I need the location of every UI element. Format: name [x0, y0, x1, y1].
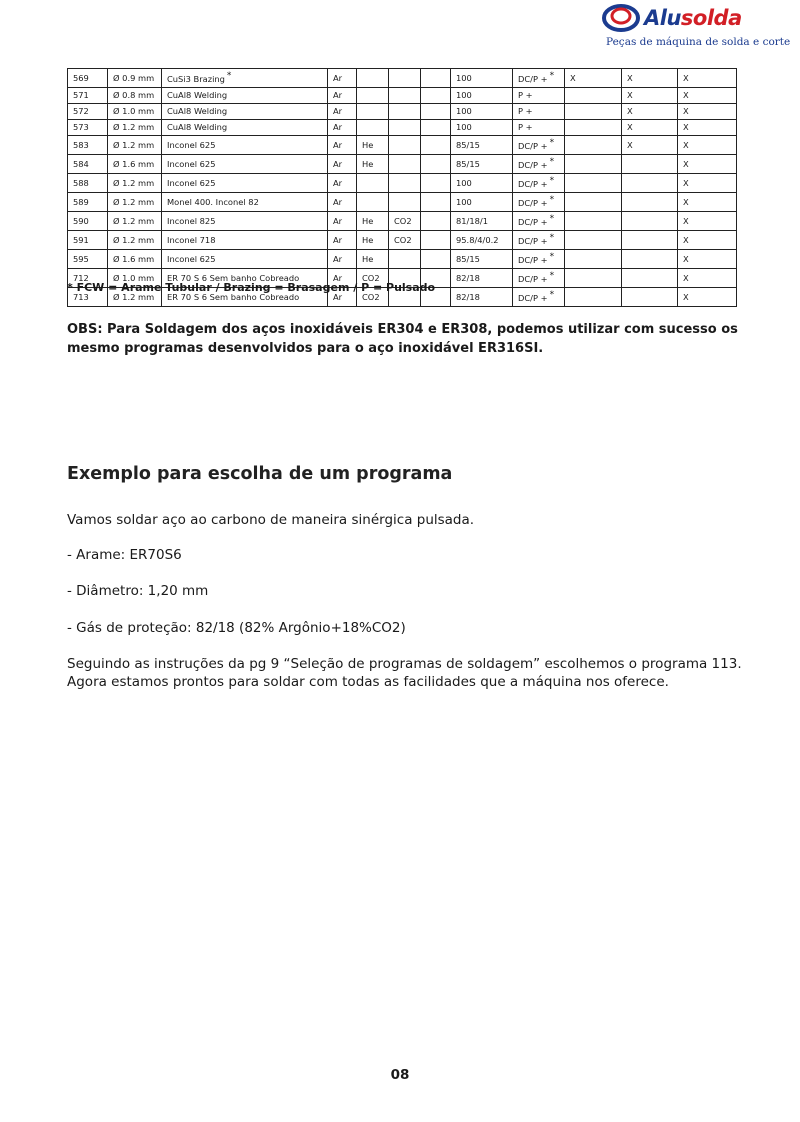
table-cell	[389, 250, 421, 269]
cell-text: Ø 1.2 mm	[113, 291, 155, 302]
table-cell	[108, 104, 162, 120]
table-cell	[565, 136, 622, 155]
cell-text: 85/15	[456, 158, 480, 169]
footnote-star: *	[549, 233, 555, 243]
cell-text: CO2	[362, 291, 380, 302]
table-cell	[389, 136, 421, 155]
table-row	[68, 231, 737, 250]
table-cell	[565, 231, 622, 250]
table-cell	[328, 69, 357, 88]
table-cell	[389, 104, 421, 120]
cell-text: X	[627, 90, 633, 100]
footnote-star: *	[549, 252, 555, 262]
table-cell	[451, 88, 513, 104]
cell-text: CuSi3 Brazing	[167, 74, 225, 84]
cell-text: Ar	[333, 196, 343, 207]
table-cell	[622, 136, 678, 155]
table-cell	[162, 155, 328, 174]
table-cell	[622, 174, 678, 193]
table-cell	[513, 212, 565, 231]
table-cell	[328, 136, 357, 155]
table-cell	[678, 174, 737, 193]
table-cell	[162, 69, 328, 88]
table-cell	[513, 193, 565, 212]
cell-text: 85/15	[456, 253, 480, 264]
table-cell	[68, 104, 108, 120]
table-cell	[565, 288, 622, 307]
footnote-star: *	[226, 71, 232, 81]
alusolda-swoosh-icon	[602, 4, 640, 32]
cell-text: Ar	[333, 90, 343, 100]
table-cell	[622, 104, 678, 120]
table-cell	[678, 212, 737, 231]
table-cell	[108, 174, 162, 193]
table-cell	[451, 269, 513, 288]
table-cell	[328, 120, 357, 136]
cell-text: CuAl8 Welding	[167, 122, 228, 132]
table-cell	[328, 250, 357, 269]
table-cell	[565, 69, 622, 88]
table-cell	[513, 288, 565, 307]
table-body	[68, 69, 737, 307]
table-cell	[622, 69, 678, 88]
cell-text: 713	[73, 291, 89, 302]
cell-text: X	[627, 106, 633, 116]
table-cell	[421, 231, 451, 250]
footnote-star: *	[549, 214, 555, 224]
cell-text: Ar	[333, 106, 343, 116]
table-cell	[622, 120, 678, 136]
table-cell	[357, 174, 389, 193]
cell-text: Ø 1.6 mm	[113, 253, 155, 264]
table-cell	[68, 120, 108, 136]
cell-text: X	[683, 139, 689, 150]
table-cell	[357, 212, 389, 231]
cell-text: DC/P +	[518, 160, 548, 170]
cell-text: 591	[73, 234, 89, 245]
cell-text: 81/18/1	[456, 215, 488, 226]
table-cell	[451, 69, 513, 88]
cell-text: 571	[73, 90, 89, 100]
table-cell	[565, 250, 622, 269]
table-cell	[565, 88, 622, 104]
table-row	[68, 212, 737, 231]
cell-text: 573	[73, 122, 89, 132]
cell-text: 85/15	[456, 139, 480, 150]
table-cell	[622, 212, 678, 231]
table-cell	[421, 69, 451, 88]
table-cell	[451, 193, 513, 212]
cell-text: Ø 1.2 mm	[113, 196, 155, 207]
table-cell	[108, 155, 162, 174]
table-cell	[68, 174, 108, 193]
cell-text: Inconel 625	[167, 139, 216, 150]
table-cell	[108, 136, 162, 155]
cell-text: Ø 0.9 mm	[113, 72, 155, 83]
cell-text: Ar	[333, 234, 343, 245]
table-cell	[513, 69, 565, 88]
cell-text: 95.8/4/0.2	[456, 234, 499, 245]
table-row	[68, 136, 737, 155]
cell-text: Inconel 718	[167, 234, 216, 245]
table-cell	[328, 104, 357, 120]
cell-text: Ø 1.2 mm	[113, 122, 155, 132]
table-cell	[622, 269, 678, 288]
table-cell	[678, 69, 737, 88]
cell-text: DC/P +	[518, 179, 548, 189]
brand-logo	[600, 2, 791, 52]
table-cell	[421, 120, 451, 136]
table-cell	[389, 88, 421, 104]
table-cell	[68, 69, 108, 88]
cell-text: Inconel 825	[167, 215, 216, 226]
welding-program-table	[67, 68, 737, 307]
cell-text: X	[683, 90, 689, 100]
footnote-star: *	[549, 195, 555, 205]
table-cell	[565, 269, 622, 288]
table-cell	[162, 88, 328, 104]
footnote-star: *	[549, 176, 555, 186]
table-cell	[565, 212, 622, 231]
table-cell	[389, 155, 421, 174]
page-number: 08	[390, 1067, 410, 1083]
cell-text: X	[570, 72, 576, 83]
table-cell	[328, 174, 357, 193]
table-cell	[451, 231, 513, 250]
table-cell	[162, 193, 328, 212]
table-cell	[451, 250, 513, 269]
cell-text: 572	[73, 106, 89, 116]
cell-text: He	[362, 234, 374, 245]
cell-text: 100	[456, 90, 472, 100]
table-cell	[389, 231, 421, 250]
table-cell	[389, 69, 421, 88]
table-cell	[678, 250, 737, 269]
table-row	[68, 250, 737, 269]
table-cell	[513, 136, 565, 155]
table-cell	[565, 193, 622, 212]
table-cell	[357, 69, 389, 88]
cell-text: X	[683, 122, 689, 132]
cell-text: DC/P +	[518, 141, 548, 151]
table-cell	[162, 120, 328, 136]
table-cell	[421, 193, 451, 212]
brand-tagline: Peças de máquina de solda e corte	[606, 36, 791, 48]
table-row	[68, 88, 737, 104]
table-cell	[513, 231, 565, 250]
table-cell	[68, 88, 108, 104]
table-row	[68, 193, 737, 212]
brand-name-part2: solda	[680, 6, 742, 30]
cell-text: Monel 400. Inconel 82	[167, 196, 259, 207]
table-cell	[451, 120, 513, 136]
cell-text: X	[683, 234, 689, 245]
cell-text: Ar	[333, 272, 343, 283]
cell-text: 100	[456, 177, 472, 188]
footnote-star: *	[549, 157, 555, 167]
table-cell	[678, 120, 737, 136]
cell-text: 82/18	[456, 291, 480, 302]
gas-item: - Gás de proteção: 82/18 (82% Argônio+18%CO2)	[67, 620, 406, 636]
table-cell	[389, 120, 421, 136]
cell-text: Ar	[333, 291, 343, 302]
footnote-star: *	[549, 71, 555, 81]
table-cell	[622, 155, 678, 174]
cell-text: 100	[456, 122, 472, 132]
cell-text: Ar	[333, 215, 343, 226]
table-cell	[162, 136, 328, 155]
table-cell	[678, 136, 737, 155]
closing-line-2: Agora estamos prontos para soldar com todas as facilidades que a máquina nos oferece.	[67, 674, 669, 690]
cell-text: DC/P +	[518, 74, 548, 84]
table-cell	[357, 136, 389, 155]
table-cell	[678, 288, 737, 307]
cell-text: X	[627, 72, 633, 83]
table-cell	[389, 174, 421, 193]
table-cell	[357, 155, 389, 174]
cell-text: He	[362, 158, 374, 169]
cell-text: Ø 1.2 mm	[113, 139, 155, 150]
cell-text: X	[627, 122, 633, 132]
table-cell	[108, 88, 162, 104]
cell-text: 82/18	[456, 272, 480, 283]
cell-text: 590	[73, 215, 89, 226]
cell-text: 583	[73, 139, 89, 150]
table-cell	[451, 155, 513, 174]
table-cell	[68, 212, 108, 231]
cell-text: DC/P +	[518, 236, 548, 246]
table-cell	[421, 212, 451, 231]
table-cell	[357, 231, 389, 250]
table-footnote: * FCW = Arame Tubular / Brazing = Brasagem / P = Pulsado	[67, 281, 436, 294]
table-cell	[162, 104, 328, 120]
table-cell	[565, 120, 622, 136]
table-cell	[678, 104, 737, 120]
cell-text: P +	[518, 106, 533, 116]
table-cell	[68, 231, 108, 250]
cell-text: X	[683, 215, 689, 226]
cell-text: Inconel 625	[167, 253, 216, 264]
table-cell	[108, 193, 162, 212]
table-cell	[678, 155, 737, 174]
cell-text: P +	[518, 122, 533, 132]
cell-text: Ar	[333, 72, 343, 83]
table-cell	[622, 231, 678, 250]
table-cell	[678, 269, 737, 288]
cell-text: Ø 1.0 mm	[113, 106, 155, 116]
table-cell	[357, 104, 389, 120]
brand-name-part1: Alu	[644, 6, 681, 30]
table-cell	[421, 250, 451, 269]
cell-text: CuAl8 Welding	[167, 106, 228, 116]
table-cell	[162, 231, 328, 250]
table-cell	[451, 212, 513, 231]
cell-text: 588	[73, 177, 89, 188]
cell-text: Inconel 625	[167, 158, 216, 169]
table-cell	[451, 288, 513, 307]
cell-text: He	[362, 139, 374, 150]
cell-text: X	[683, 272, 689, 283]
table-cell	[68, 193, 108, 212]
table-row	[68, 174, 737, 193]
cell-text: DC/P +	[518, 293, 548, 303]
cell-text: CO2	[394, 215, 412, 226]
table-cell	[622, 88, 678, 104]
cell-text: X	[683, 158, 689, 169]
cell-text: DC/P +	[518, 217, 548, 227]
table-cell	[622, 250, 678, 269]
table-cell	[451, 104, 513, 120]
table-row	[68, 155, 737, 174]
cell-text: 100	[456, 196, 472, 207]
cell-text: CO2	[362, 272, 380, 283]
table-cell	[357, 88, 389, 104]
cell-text: X	[683, 106, 689, 116]
table-cell	[357, 120, 389, 136]
brand-name	[644, 6, 742, 30]
footnote-star: *	[549, 290, 555, 300]
table-cell	[162, 250, 328, 269]
table-cell	[678, 193, 737, 212]
cell-text: Ar	[333, 253, 343, 264]
cell-text: Ar	[333, 158, 343, 169]
cell-text: DC/P +	[518, 198, 548, 208]
cell-text: He	[362, 253, 374, 264]
table-cell	[565, 155, 622, 174]
table-cell	[68, 155, 108, 174]
cell-text: 584	[73, 158, 89, 169]
table-cell	[451, 174, 513, 193]
cell-text: CuAl8 Welding	[167, 90, 228, 100]
table-cell	[421, 88, 451, 104]
cell-text: Ø 1.0 mm	[113, 272, 155, 283]
cell-text: 589	[73, 196, 89, 207]
table-cell	[513, 88, 565, 104]
table-row	[68, 120, 737, 136]
table-cell	[328, 155, 357, 174]
table-cell	[162, 174, 328, 193]
table-cell	[513, 120, 565, 136]
wire-item: - Arame: ER70S6	[67, 547, 182, 563]
table-cell	[678, 88, 737, 104]
table-cell	[421, 155, 451, 174]
table-cell	[389, 212, 421, 231]
table-cell	[513, 174, 565, 193]
table-cell	[357, 250, 389, 269]
table-cell	[328, 231, 357, 250]
table-cell	[513, 269, 565, 288]
cell-text: DC/P +	[518, 274, 548, 284]
table-cell	[108, 250, 162, 269]
cell-text: Ar	[333, 139, 343, 150]
table-cell	[565, 174, 622, 193]
closing-line-1: Seguindo as instruções da pg 9 “Seleção de programas de soldagem” escolhemos o programa 113.	[67, 656, 742, 672]
cell-text: Ø 1.2 mm	[113, 234, 155, 245]
table-cell	[328, 88, 357, 104]
table-cell	[421, 136, 451, 155]
cell-text: Ar	[333, 177, 343, 188]
cell-text: X	[683, 177, 689, 188]
cell-text: X	[683, 253, 689, 264]
intro-paragraph: Vamos soldar aço ao carbono de maneira sinérgica pulsada.	[67, 512, 475, 528]
cell-text: 569	[73, 72, 89, 83]
cell-text: 595	[73, 253, 89, 264]
table-cell	[328, 212, 357, 231]
footnote-star: *	[549, 138, 555, 148]
cell-text: X	[683, 196, 689, 207]
cell-text: He	[362, 215, 374, 226]
table-row	[68, 104, 737, 120]
table-cell	[421, 174, 451, 193]
table-cell	[622, 193, 678, 212]
table-cell	[162, 212, 328, 231]
cell-text: 100	[456, 72, 472, 83]
table-cell	[622, 288, 678, 307]
cell-text: DC/P +	[518, 255, 548, 265]
cell-text: CO2	[394, 234, 412, 245]
section-title: Exemplo para escolha de um programa	[67, 464, 453, 484]
table-cell	[513, 104, 565, 120]
table-cell	[357, 193, 389, 212]
table-cell	[678, 231, 737, 250]
table-cell	[513, 250, 565, 269]
table-cell	[565, 104, 622, 120]
table-cell	[68, 136, 108, 155]
table-cell	[421, 104, 451, 120]
table-row	[68, 69, 737, 88]
cell-text: X	[683, 72, 689, 83]
table-cell	[108, 69, 162, 88]
cell-text: ER 70 S 6 Sem banho Cobreado	[167, 291, 300, 302]
cell-text: 100	[456, 106, 472, 116]
cell-text: Ø 1.2 mm	[113, 215, 155, 226]
cell-text: Ø 1.6 mm	[113, 158, 155, 169]
table-cell	[513, 155, 565, 174]
table-cell	[451, 136, 513, 155]
table-cell	[108, 231, 162, 250]
table-cell	[389, 193, 421, 212]
cell-text: P +	[518, 90, 533, 100]
cell-text: ER 70 S 6 Sem banho Cobreado	[167, 272, 300, 283]
cell-text: X	[627, 139, 633, 150]
cell-text: Ø 1.2 mm	[113, 177, 155, 188]
footnote-star: *	[549, 271, 555, 281]
cell-text: Ø 0.8 mm	[113, 90, 155, 100]
table-cell	[108, 212, 162, 231]
table-cell	[108, 120, 162, 136]
cell-text: Inconel 625	[167, 177, 216, 188]
cell-text: Ar	[333, 122, 343, 132]
table-cell	[328, 193, 357, 212]
table-cell	[68, 250, 108, 269]
obs-note: OBS: Para Soldagem dos aços inoxidáveis ER304 e ER308, podemos utilizar com sucesso os mesmo programas desenvolvidos para o aço inoxidável ER316SI.	[67, 322, 738, 356]
cell-text: X	[683, 291, 689, 302]
diameter-item: - Diâmetro: 1,20 mm	[67, 583, 209, 599]
cell-text: 712	[73, 272, 89, 283]
